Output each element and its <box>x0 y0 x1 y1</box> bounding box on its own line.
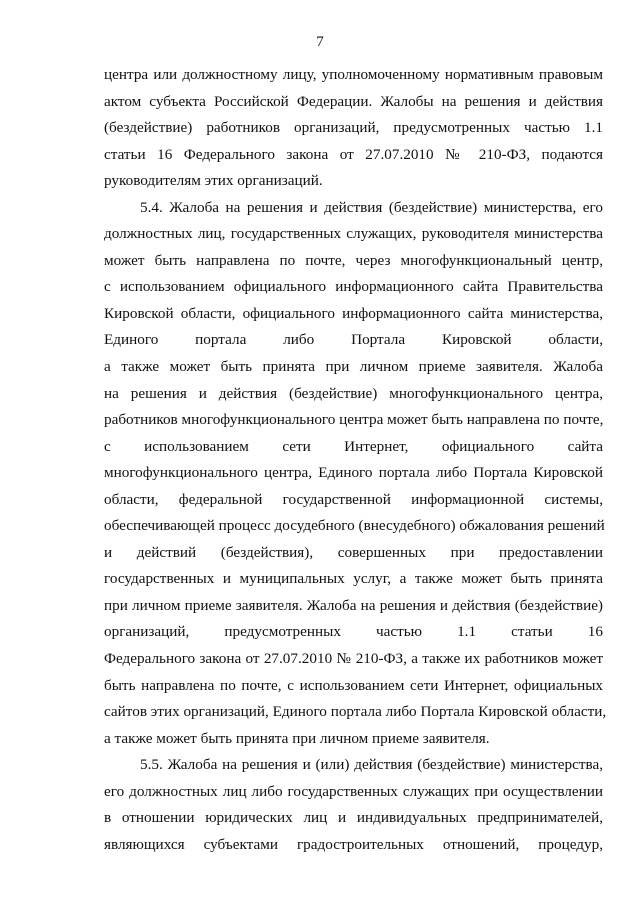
text-line: работников многофункционального центра может быть направлена по почте, <box>104 411 604 429</box>
text-line: а также может быть принята при личном приеме заявителя. <box>104 729 490 747</box>
text-line: руководителям этих организаций. <box>104 172 323 190</box>
text-line: Кировской области, официального информационного сайта министерства, <box>104 304 603 322</box>
text-line: являющихся субъектами градостроительных отношений, процедур, <box>104 835 603 853</box>
text-line: статьи 16 Федерального закона от 27.07.2010 № 210-ФЗ, подаются <box>104 145 603 163</box>
page-number: 7 <box>316 34 324 50</box>
text-line: государственных и муниципальных услуг, а также может быть принята <box>104 570 603 588</box>
paragraph-5-4 <box>104 195 607 752</box>
text-line: многофункционального центра, Единого портала либо Портала Кировской <box>104 464 603 482</box>
text-line: а также может быть принята при личном приеме заявителя. Жалоба <box>104 358 603 376</box>
text-line: может быть направлена по почте, через многофункциональный центр, <box>104 251 603 269</box>
text-line: области, федеральной государственной информационной системы, <box>104 490 603 508</box>
paragraph-5-5 <box>104 752 603 858</box>
text-line: 5.4. Жалоба на решения и действия (бездействие) министерства, его <box>140 198 603 216</box>
text-line: и действий (бездействия), совершенных при предоставлении <box>104 543 603 561</box>
text-line: должностных лиц, государственных служащих, руководителя министерства <box>104 225 603 243</box>
text-line: (бездействие) работников организаций, предусмотренных частью 1.1 <box>104 119 603 137</box>
text-line: организаций, предусмотренных частью 1.1 статьи 16 <box>104 623 603 641</box>
text-line: на решения и действия (бездействие) многофункционального центра, <box>104 384 603 402</box>
text-line: с использованием сети Интернет, официального сайта <box>104 437 603 455</box>
body-text <box>104 62 607 858</box>
text-line: актом субъекта Российской Федерации. Жалобы на решения и действия <box>104 92 603 110</box>
paragraph-continuation <box>104 62 603 195</box>
text-line: Единого портала либо Портала Кировской области, <box>104 331 603 349</box>
text-line: 5.5. Жалоба на решения и (или) действия (бездействие) министерства, <box>140 756 603 774</box>
text-line: быть направлена по почте, с использованием сети Интернет, официальных <box>104 676 603 694</box>
text-line: его должностных лиц либо государственных служащих при осуществлении <box>104 782 603 800</box>
text-line: в отношении юридических лиц и индивидуальных предпринимателей, <box>104 809 603 827</box>
text-line: сайтов этих организаций, Единого портала либо Портала Кировской области, <box>104 703 607 721</box>
text-line: центра или должностному лицу, уполномоченному нормативным правовым <box>104 66 603 83</box>
text-line: обеспечивающей процесс досудебного (внесудебного) обжалования решений <box>104 517 605 535</box>
text-line: при личном приеме заявителя. Жалоба на решения и действия (бездействие) <box>104 596 603 614</box>
text-line: Федерального закона от 27.07.2010 № 210-ФЗ, а также их работников может <box>104 650 603 668</box>
text-line: с использованием официального информационного сайта Правительства <box>104 278 603 296</box>
